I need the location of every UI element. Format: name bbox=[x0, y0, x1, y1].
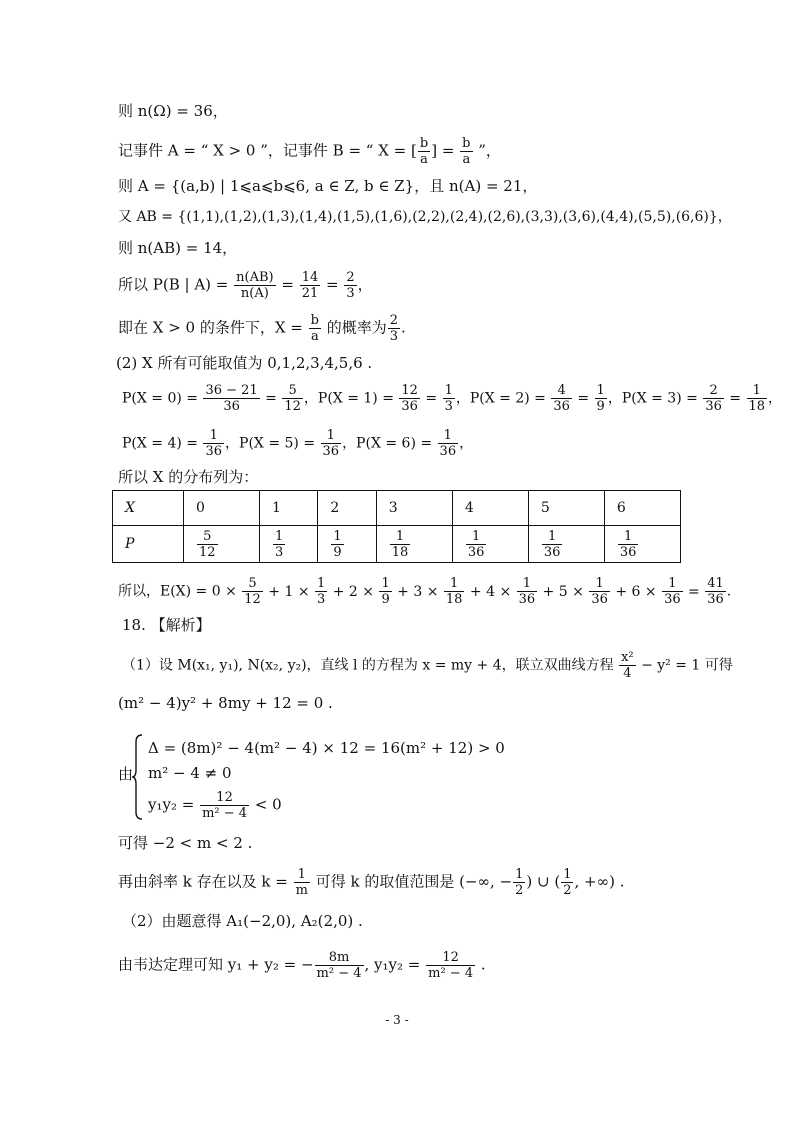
fraction: $\frac{1}{36}$ bbox=[664, 576, 681, 607]
left-brace-icon bbox=[131, 734, 143, 820]
table-cell: P bbox=[113, 526, 184, 563]
fraction: $\frac{1}{3}$ bbox=[317, 576, 326, 607]
system-line-product: y₁y₂ = $\frac{12}{\text{m² − 4}}$ < 0 bbox=[148, 790, 282, 821]
fraction: $\frac{1}{36}$ bbox=[518, 576, 536, 607]
expectation-operator: + 2 × bbox=[328, 583, 379, 600]
line-part2: (2) X 所有可能取值为 0,1,2,3,4,5,6 . bbox=[116, 354, 373, 372]
table-cell: 1 bbox=[260, 491, 318, 526]
fraction: $\frac{b}{a}$ bbox=[419, 136, 429, 167]
expectation-operator: + 6 × bbox=[610, 583, 662, 600]
table-cell: 6 bbox=[604, 491, 680, 526]
system-line-coefficient: m² − 4 ≠ 0 bbox=[148, 764, 232, 782]
fraction: $\frac{14}{21}$ bbox=[301, 270, 319, 301]
table-cell: $\frac{1}{3}$ bbox=[260, 526, 318, 563]
table-cell: $\frac{1}{36}$ bbox=[452, 526, 528, 563]
line-conclusion-1: 即在 X > 0 的条件下，X = $\frac{b}{a}$ 的概率为 $\frac{2}{3}$ . bbox=[118, 313, 406, 344]
table-cell: $\frac{1}{18}$ bbox=[376, 526, 452, 563]
line-setup: （1）设 M(x₁, y₁), N(x₂, y₂)，直线 l 的方程为 x = my + 4，联立双曲线方程 $\frac{\text{x²}}{4}$ − y² = 1 可得 bbox=[122, 650, 733, 681]
line-distribution-label: 所以 X 的分布列为： bbox=[118, 468, 259, 486]
line-part2-points: （2）由题意得 A₁(−2,0), A₂(2,0) . bbox=[122, 912, 363, 930]
table-cell: 0 bbox=[184, 491, 260, 526]
table-cell: X bbox=[113, 491, 184, 526]
line-conditional-prob: 所以 P(B | A) = $\frac{n(AB)}{n(A)}$ = $\frac{14}{21}$ = $\frac{2}{3}$ ， bbox=[118, 270, 373, 301]
fraction: $\frac{2}{3}$ bbox=[346, 270, 355, 301]
line-probs-1: P(X = 0) = $\frac{36 - 21}{36}$ = $\frac{5}{12}$ ，P(X = 1) = $\frac{12}{36}$ = $\frac{1}{3}$ ，P(X = 2) = $\frac{4}{36}$ = $\frac{1}{9}$ ，P(X = 3) = $\frac{2}{36}$ = $\frac{1}{18}$ ， bbox=[122, 383, 783, 414]
line-m-range: 可得 −2 < m < 2 . bbox=[118, 834, 253, 852]
distribution-table bbox=[112, 490, 681, 563]
line-k-range: 再由斜率 k 存在以及 k = $\frac{1}{m}$ 可得 k 的取值范围是 (−∞, − $\frac{1}{2}$ ) ∪ ( $\frac{1}{2}$ , +∞) . bbox=[118, 867, 625, 898]
expectation-operator: + 4 × bbox=[465, 583, 516, 600]
line-events: 记事件 A = “ X > 0 ”，记事件 B = “ X = [ $\frac{b}{a}$ ] = $\frac{b}{a}$ ”， bbox=[118, 136, 501, 167]
expectation-operator: = bbox=[683, 583, 705, 600]
fraction: $\frac{1}{18}$ bbox=[445, 576, 463, 607]
table-cell: 4 bbox=[452, 491, 528, 526]
table-cell: $\frac{1}{9}$ bbox=[318, 526, 376, 563]
line-quadratic: (m² − 4)y² + 8my + 12 = 0 . bbox=[118, 694, 333, 712]
fraction: $\frac{1}{36}$ bbox=[591, 576, 608, 607]
expectation-operator: + 1 × bbox=[263, 583, 314, 600]
fraction: $\frac{1}{9}$ bbox=[381, 576, 390, 607]
section-heading-18: 18. 【解析】 bbox=[122, 616, 211, 634]
table-cell: $\frac{1}{36}$ bbox=[604, 526, 680, 563]
line-set-a: 则 A = {(a,b) | 1⩽a⩽b⩽6, a ∈ Z, b ∈ Z}，且 n(A) = 21， bbox=[118, 177, 538, 195]
expectation-operator: + 3 × bbox=[392, 583, 443, 600]
system-line-discriminant: Δ = (8m)² − 4(m² − 4) × 12 = 16(m² + 12) > 0 bbox=[148, 739, 505, 757]
fraction: $\frac{b}{a}$ bbox=[310, 313, 319, 344]
table-row bbox=[113, 526, 681, 563]
line-n-ab: 则 n(AB) = 14， bbox=[118, 239, 238, 257]
expectation-operator: + 5 × bbox=[538, 583, 589, 600]
fraction: $\frac{b}{a}$ bbox=[462, 136, 471, 167]
fraction: $\frac{41}{36}$ bbox=[707, 576, 724, 607]
line-vieta: 由韦达定理可知 y₁ + y₂ = − $\frac{8m}{\text{m² − 4}}$ , y₁y₂ = $\frac{12}{\text{m² − 4}}$ . bbox=[118, 950, 486, 981]
line-n-omega: 则 n(Ω) = 36， bbox=[118, 102, 228, 120]
table-cell: 2 bbox=[318, 491, 376, 526]
line-expectation: 所以，E(X) = 0 × $\frac{5}{12}$ + 1 × $\frac{1}{3}$ + 2 × $\frac{1}{9}$ + 3 × $\frac{1}{18}$ + 4 × $\frac{1}{36}$ + 5 × $\frac{1}{36}$ + 6 × $\frac{1}{36}$ = $\frac{41}{36}$ . bbox=[118, 576, 732, 607]
page-number: - 3 - bbox=[385, 1013, 409, 1027]
fraction: $\frac{2}{3}$ bbox=[389, 313, 399, 344]
line-set-ab: 又 AB = {(1,1),(1,2),(1,3),(1,4),(1,5),(1,6),(2,2),(2,4),(2,6),(3,3),(3,6),(4,4),(5,5),(6,6)}， bbox=[118, 209, 732, 225]
table-row bbox=[113, 491, 681, 526]
table-cell: 3 bbox=[376, 491, 452, 526]
table-cell: $\frac{5}{12}$ bbox=[184, 526, 260, 563]
fraction: $\frac{n(AB)}{n(A)}$ bbox=[236, 270, 274, 301]
fraction: $\frac{5}{12}$ bbox=[244, 576, 261, 607]
table-cell: 5 bbox=[528, 491, 604, 526]
table-cell: $\frac{1}{36}$ bbox=[528, 526, 604, 563]
system-prefix: 由 bbox=[118, 765, 134, 783]
line-probs-2: P(X = 4) = $\frac{1}{36}$ ，P(X = 5) = $\frac{1}{36}$ ，P(X = 6) = $\frac{1}{36}$ ， bbox=[122, 428, 474, 459]
